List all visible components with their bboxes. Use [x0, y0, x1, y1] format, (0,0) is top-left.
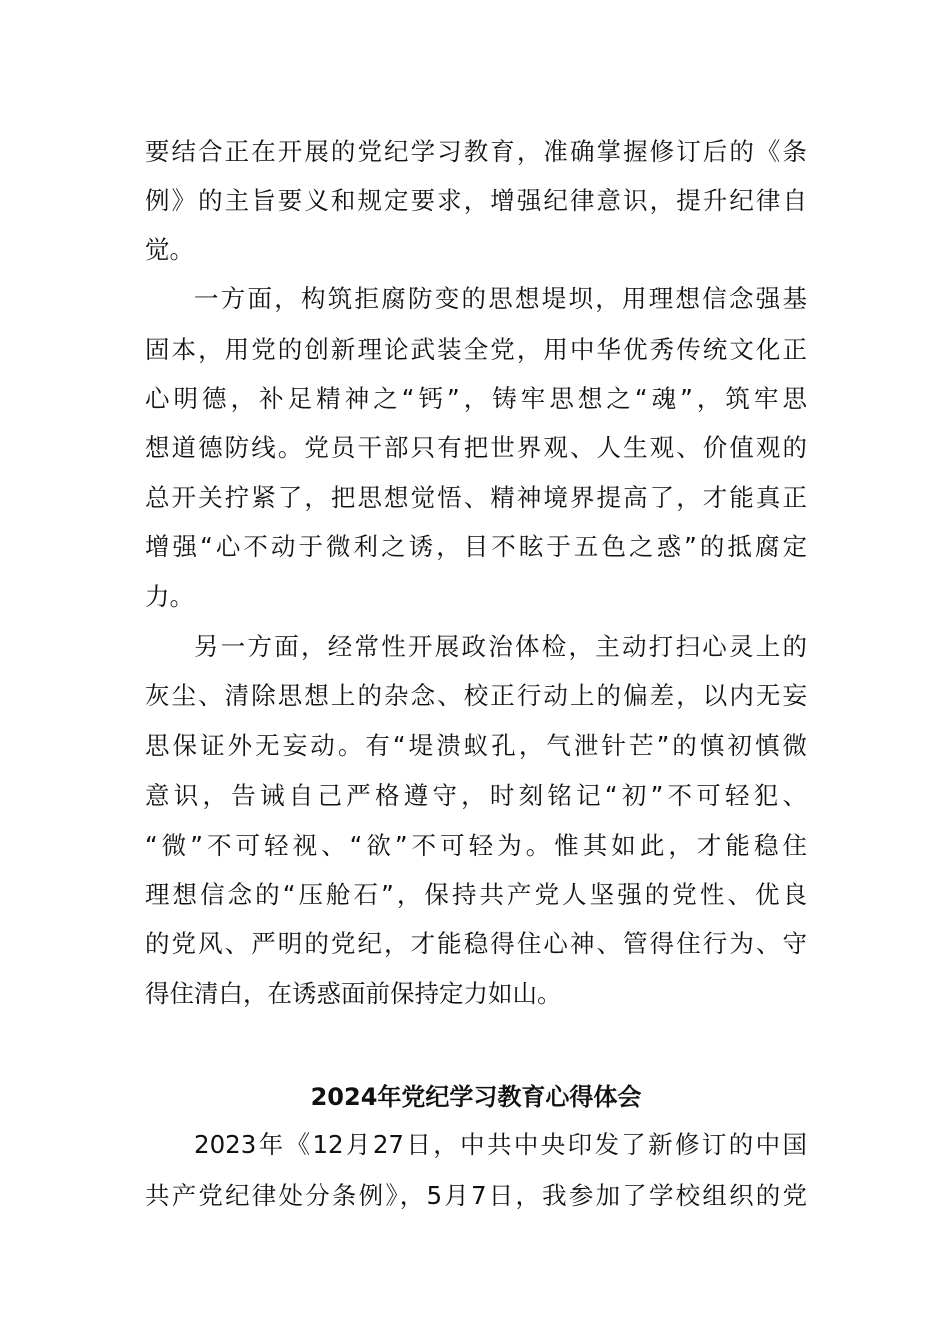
- text-line: 另一方面，经常性开展政治体检，主动打扫心灵上的: [194, 632, 807, 661]
- text-line: 固本，用党的创新理论武装全党，用中华优秀传统文化正: [145, 335, 807, 364]
- text-line: 思保证外无妄动。有“堤溃蚁孔，气泄针芒”的慎初慎微: [145, 731, 807, 760]
- text-line: 一方面，构筑拒腐防变的思想堤坝，用理想信念强基: [194, 284, 807, 313]
- text-line: 理想信念的“压舱石”，保持共产党人坚强的党性、优良: [145, 880, 807, 909]
- text-line: 意识，告诫自己严格遵守，时刻铭记“初”不可轻犯、: [145, 781, 807, 810]
- text-line: 力。: [145, 582, 194, 611]
- text-line: 2023年《12月27日，中共中央印发了新修订的中国: [194, 1130, 807, 1159]
- text-line: 的党风、严明的党纪，才能稳得住心神、管得住行为、守: [145, 929, 807, 958]
- text-line: 觉。: [145, 235, 194, 264]
- text-line: 总开关拧紧了，把思想觉悟、精神境界提高了，才能真正: [145, 483, 807, 512]
- text-line: 想道德防线。党员干部只有把世界观、人生观、价值观的: [145, 433, 807, 462]
- text-line: 例》的主旨要义和规定要求，增强纪律意识，提升纪律自: [145, 186, 807, 215]
- text-line: 得住清白，在诱惑面前保持定力如山。: [145, 979, 562, 1008]
- text-line: 要结合正在开展的党纪学习教育，准确掌握修订后的《条: [145, 137, 807, 166]
- section-heading: 2024年党纪学习教育心得体会: [310, 1083, 642, 1111]
- text-line: 共产党纪律处分条例》，5月7日，我参加了学校组织的党: [145, 1181, 807, 1210]
- text-line: 灰尘、清除思想上的杂念、校正行动上的偏差，以内无妄: [145, 681, 807, 710]
- text-line: “微”不可轻视、“欲”不可轻为。惟其如此，才能稳住: [145, 831, 807, 860]
- text-line: 增强“心不动于微利之诱，目不眩于五色之惑”的抵腐定: [145, 532, 807, 561]
- text-line: 心明德，补足精神之“钙”，铸牢思想之“魂”，筑牢思: [145, 384, 807, 413]
